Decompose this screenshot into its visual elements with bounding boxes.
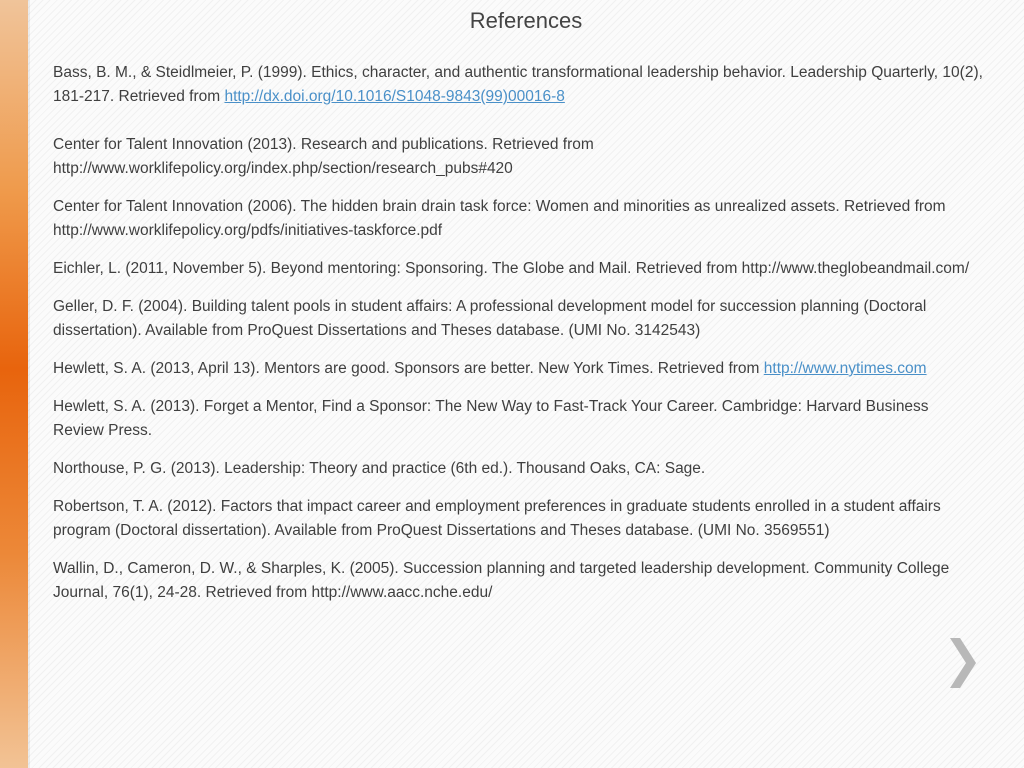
reference-text: Geller, D. F. (2004). Building talent pools in student affairs: A professional development model for succession planning (Doctoral dissertation). Available from ProQuest Dissertations and Theses database. (UMI No. 3142543) — [53, 298, 927, 339]
next-slide-button[interactable] — [944, 636, 978, 690]
reference-item — [53, 495, 983, 543]
reference-text: Hewlett, S. A. (2013). Forget a Mentor, Find a Sponsor: The New Way to Fast-Track Your Career. Cambridge: Harvard Business Review Press. — [53, 398, 929, 439]
reference-text: Hewlett, S. A. (2013, April 13). Mentors are good. Sponsors are better. New York Times. Retrieved from — [53, 360, 764, 377]
reference-item — [53, 257, 983, 281]
reference-item — [53, 457, 983, 481]
reference-text: Center for Talent Innovation (2013). Research and publications. Retrieved from http://www.worklifepolicy.org/index.php/section/research_pubs#420 — [53, 136, 594, 177]
reference-text: Robertson, T. A. (2012). Factors that impact career and employment preferences in graduate students enrolled in a student affairs program (Doctoral dissertation). Available from ProQuest Dissertations and Theses database. (UMI No. 3569551) — [53, 498, 941, 539]
reference-item — [53, 133, 983, 181]
reference-item — [53, 295, 983, 343]
reference-item — [53, 61, 983, 109]
reference-text: Center for Talent Innovation (2006). The hidden brain drain task force: Women and minorities as unrealized assets. Retrieved from http://www.worklifepolicy.org/pdfs/initiatives-taskforce.pdf — [53, 198, 946, 239]
reference-item — [53, 195, 983, 243]
reference-link[interactable]: http://www.nytimes.com — [763, 360, 927, 377]
reference-item — [53, 557, 983, 605]
chevron-right-icon — [944, 636, 978, 690]
reference-list — [53, 61, 983, 619]
reference-item — [53, 395, 983, 443]
accent-sidebar-bar — [0, 0, 28, 768]
reference-text: Bass, B. M., & Steidlmeier, P. (1999). Ethics, character, and authentic transformational leadership behavior. Leadership Quarterly, 10(2), 181-217. Retrieved from — [53, 64, 983, 105]
slide-title: References — [469, 8, 583, 33]
reference-text: Wallin, D., Cameron, D. W., & Sharples, K. (2005). Succession planning and targeted leadership development. Community College Journal, 76(1), 24-28. Retrieved from http://www.aacc.nche.edu/ — [53, 560, 950, 601]
reference-item — [53, 357, 983, 381]
reference-text: Northouse, P. G. (2013). Leadership: Theory and practice (6th ed.). Thousand Oaks, CA: Sage. — [53, 460, 706, 477]
reference-link[interactable]: http://dx.doi.org/10.1016/S1048-9843(99)00016-8 — [224, 88, 565, 105]
reference-text: Eichler, L. (2011, November 5). Beyond mentoring: Sponsoring. The Globe and Mail. Retrieved from http://www.theglobeandmail.com/ — [53, 260, 970, 277]
